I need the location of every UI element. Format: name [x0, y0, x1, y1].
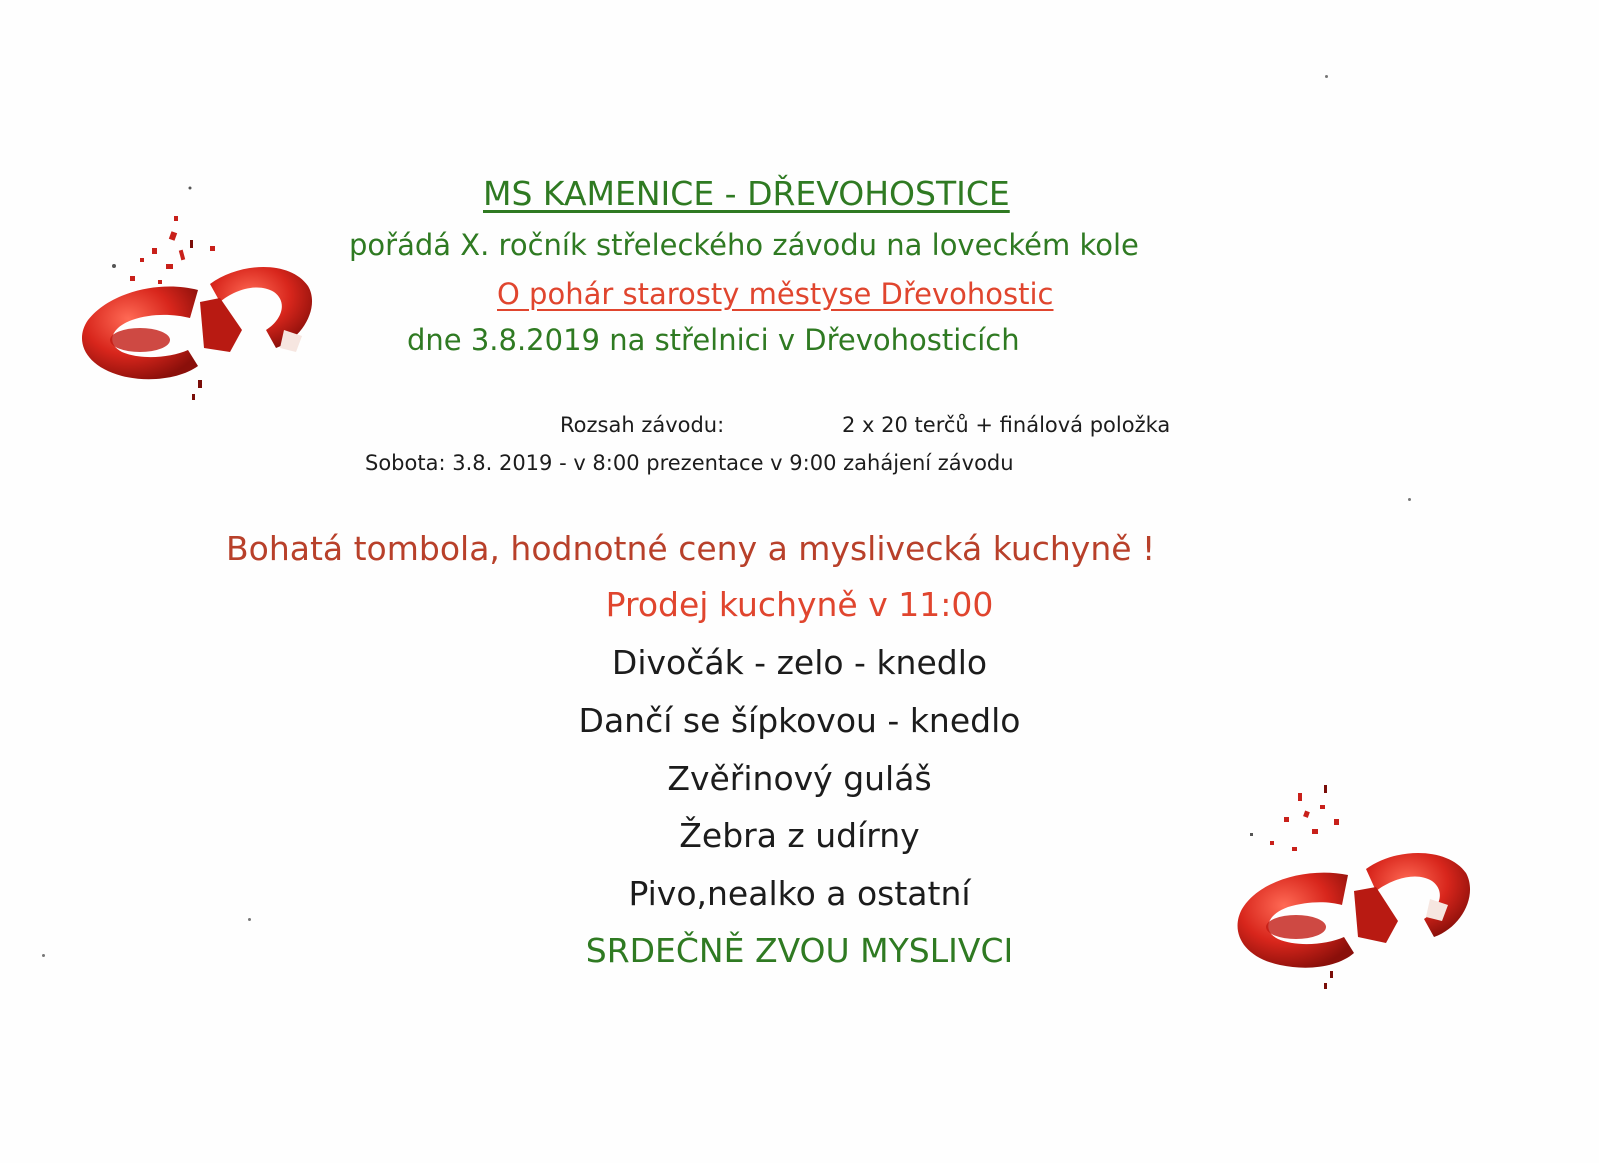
event-subtitle: pořádá X. ročník střeleckého závodu na loveckém kole [349, 228, 1139, 262]
menu-item: Pivo,nealko a ostatní [628, 874, 971, 913]
kitchen-sale-time: Prodej kuchyně v 11:00 [605, 585, 994, 624]
tombola-announcement: Bohatá tombola, hodnotné ceny a myslivecká kuchyně ! [226, 529, 1156, 568]
invitation-footer: SRDEČNĚ ZVOU MYSLIVCI [585, 931, 1014, 970]
scan-speck [1325, 75, 1328, 78]
schedule-line: Sobota: 3.8. 2019 - v 8:00 prezentace v 9:00 zahájení závodu [365, 451, 1014, 475]
organizer-title: MS KAMENICE - DŘEVOHOSTICE [483, 174, 1010, 213]
menu-item: Žebra z udírny [679, 816, 920, 855]
event-date-line: dne 3.8.2019 na střelnici v Dřevohosticích [407, 323, 1020, 357]
menu-item: Zvěřinový guláš [667, 759, 932, 798]
scan-speck [1408, 498, 1411, 501]
menu-item: Divočák - zelo - knedlo [611, 643, 988, 682]
menu-item: Dančí se šípkovou - knedlo [578, 701, 1021, 740]
scan-speck [248, 918, 251, 921]
scope-value: 2 x 20 terčů + finálová položka [842, 413, 1171, 437]
cup-name: O pohár starosty městyse Dřevohostic [497, 277, 1054, 311]
scope-label: Rozsah závodu: [560, 413, 725, 437]
